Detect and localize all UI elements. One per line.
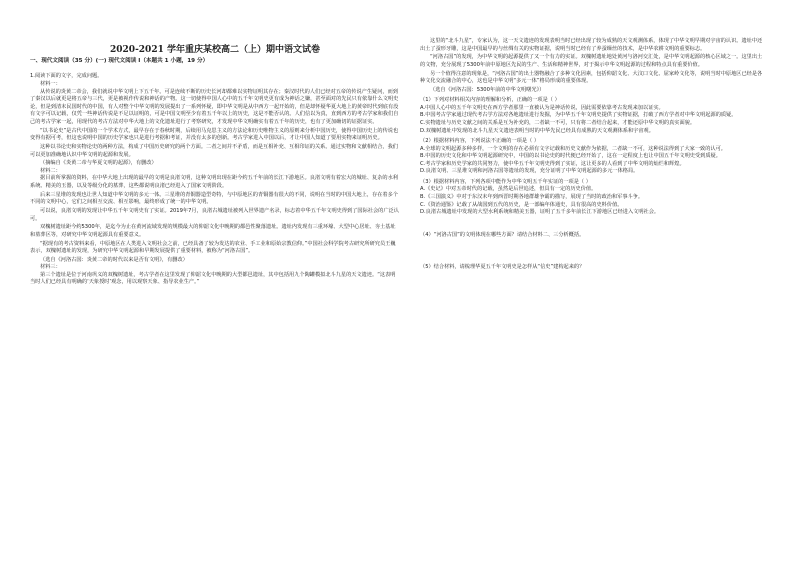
m3-paragraph: 第三个遗址是位于河南巩义的双槐树遗址，考古学者在这里发现了仰韶文化中晚期的大型都邑遗址，其中包括用九个陶罐模拟北斗九星的天文遗迹。“这表明当时人们已经具有明确的‘天象授时’观念，用以观察天象、指导农业生产。” [30, 271, 396, 286]
question-option: D.良渚文明、三星堆文明和河洛古国等遗址的发现，充分证明了中华文明起源的多元一体格局。 [420, 168, 639, 175]
question-option: D.良渚古城遗址中发现的大型水利系统和精美玉器，证明了五千多年前长江下游地区已经进入文明社会。 [420, 209, 660, 216]
page-title: 2020-2021 学年重庆某校高二（上）期中语文试卷 [110, 45, 320, 55]
left-column [30, 58, 400, 288]
question-stem: （1）下列对材料相关内容的理解和分析，正确的一项是（ ） [420, 97, 560, 104]
material2-label: 材料二： [40, 167, 61, 174]
m2-paragraph: 后来三星堆的发现也让世人知道中华文明的多元一体。三星堆的青铜器造型奇特，与中原地区的青铜器有很大的不同，说明在当时的中国大地上，存在着多个不同的文明中心，它们之间相互交流、相互影响，最终形成了统一的中华文明。 [30, 191, 398, 206]
m2-paragraph: 可以说，良渚文明的发现让中华五千年文明史有了实证。2019年7月，良渚古城遗址被列入世界遗产名录，标志着中华五千年文明史得到了国际社会的广泛认可。 [30, 207, 399, 222]
question-stem: （5）结合材料，请梳理华夏五千年文明史是怎样从“信史”建构起来的？ [420, 264, 585, 271]
question-option: D.双槐树遗址中发现的北斗九星天文遗迹表明当时的中华先民已经具有成熟的天文观测体系和宇宙观。 [420, 127, 654, 134]
question-option: C.《资治通鉴》记载了从战国到五代的历史，是一部编年体通史，具有很高的史料价值。 [420, 201, 623, 208]
question-stem: （3）根据材料内容，下列各项中能作为中华文明五千年实证的一项是（ ） [420, 178, 591, 185]
question-option: B.中国的历史文化和中华文明起源研究中，中国的以书论史的时代便已经开始了，这在一定程度上也让中国五千年文明史受到质疑。 [420, 153, 721, 160]
right-column [420, 38, 765, 272]
m2-source: （选自《河洛古国：炎黄二帝的时代以来是否有文明》，有删改） [40, 256, 188, 263]
material1-label: 材料一： [40, 81, 61, 88]
question-option: B.《三国演义》中对于东汉末年到西晋时期各地群雄争霸的描写，展现了当时的政治和军事斗争。 [420, 193, 644, 200]
question-stem: （2）根据材料内容，下列说法不正确的一项是（ ） [420, 138, 540, 145]
question-option: C.实物遗址与历史文献之间的关系是互为补充的，二者缺一不可，只有将二者结合起来，才能还原中华文明的真实面貌。 [420, 120, 696, 127]
section-heading: 一、现代文阅读（35 分）(一) 现代文阅读 I（本题共 1 小题，19 分） [30, 58, 209, 64]
right-paragraph: 另一个值得注意的现象是，“河洛古国”的出土器物融合了多种文化因素，包括仰韶文化、大汶口文化、屈家岭文化等，说明当时中原地区已经是各种文化交流融合的中心，这也是中华文明“多元一体”格局形成的重要体现。 [420, 70, 763, 85]
question-option: A.中国人心中的五千年文明史在西方学者那里一直被认为是神话传说，因此需要依靠考古发现来加以证实。 [420, 104, 664, 111]
m1-source: （摘编自《炎黄二帝与华夏文明的起源》，有删改） [40, 160, 157, 167]
m1-paragraph: 从传说的炎黄二帝会，我们就说中华文明上下五千年。可是连续不断的历史长河却都难以实物证明其存在；秦汉时代的人们已经对五帝的传说产生疑问，而到了秦汉以后就更是将五帝与三代，更是被视作传说和神话的产物。这一切使得中国人心中的五千年文明史更有成为神话之嫌，甚至面对的先民只有依靠什么文明史论，但是到清末民国时代的中国，有人对整个中华文明的发展提出了一系列怀疑，即中华文明是从中西方一起开始的，但是却怀疑华夏大地上的黄帝时代到底有没有文字可以记载，仅凭一些神话传说是不足以证明的，可是中国文明至少有着五千年以上的历史，这是不能否认的。人们信以为真，直到西方的考古学家和我们自己的考古学家一起，用现代的考古方法对中华大地上的文化遗址进行了考察研究，才发现中华文明确实有着五千年的历史，也有了更加确切的证据证实。 [30, 88, 399, 126]
m1-paragraph: “以书论史”是古代中国的一个学术方式，最早存在于春秋时期，后续用马克思主义的方法论和历史唯物主义的原则来分析中国历史，使得中国历史上的传说也变得有据可考，但这也说明中国的历史学家也只是进行考据和考证，并没有太多的创新。考古学家进入中国以后，才让中国人知道了要用实物来证明历史。 [30, 127, 399, 142]
m2-paragraph: “据现有的考古资料来看，中原地区在人类进入文明社会之前，已经具备了较为发达的农业、手工业和原始宗教信仰。”中国社会科学院考古研究所研究员王巍表示，双槐树遗址的发现，为研究中华文明起源和早期发展提供了重要材料，被称为“河洛古国”。 [30, 240, 396, 255]
question-stem: （4）“河洛古国”的文明体现在哪些方面？请结合材料二、三分析概括。 [420, 231, 585, 238]
m2-paragraph: 据目前所掌握的资料，在中华大地上出现的最早的文明是良渚文明，这种文明出现在距今约五千年前的长江下游地区。良渚文明有着宏大的城址、复杂的水利系统、精美的玉器，以及等级分化的墓葬，这些都说明良渚已经进入了国家文明阶段。 [30, 175, 398, 189]
right-source: （选自《河洛古国：5300年前的中华文明曙光》） [430, 86, 545, 93]
material3-label: 材料三： [40, 264, 61, 271]
right-paragraph: “河洛古国”的发现，为中华文明的起源提供了又一个有力的实证。双槐树遗址地处黄河与洛河交汇处，是中华文明起源的核心区域之一。这里出土的文物，充分展现了5300年前中原地区先民的生产、生活和精神世界，对于揭示中华文明起源的过程和特点具有重要价值。 [420, 54, 763, 68]
m2-paragraph: 双槐树遗址距今约5300年，是迄今为止在黄河流域发现的规模最大的仰韶文化中晚期的都邑性聚落遗址。遗址内发现有三重环壕、大型中心居址、夯土基址和墓葬区等，对研究中华文明起源具有重要意义。 [30, 224, 396, 238]
question-option: A.《史记》中对五帝时代的记载，虽然是后世追述，但具有一定的历史价值。 [420, 186, 597, 193]
right-paragraph: 这里的“北斗九星”，专家认为，这一天文遗迹的发现表明当时已经出现了较为成熟的天文观测体系，体现了中华文明早期对宇宙的认识。遗址中还出土了蚕形牙雕，这是中国最早的与丝绸有关的实物证据，说明当时已经有了养蚕缫丝的技术，是中华农耕文明的重要标志。 [420, 38, 763, 52]
m1-paragraph: 这种以书论史和实物论史的两种方法，构成了中国历史研究的两个方面。二者之间并不矛盾，而是互相补充、互相印证的关系。通过实物和文献相结合，我们可以更加准确地认识中华文明的起源和发展。 [30, 144, 398, 158]
question-option: B.中国考古学家通过现代考古学方法对各地遗址进行发掘，为中华五千年文明史提供了实物证据，打破了西方学者对中华文明起源的质疑。 [420, 112, 737, 119]
question-option: C.考古学家和历史学家的共同努力，使中华五千年文明史得到了实证，这让更多的人看到了中华文明的灿烂和辉煌。 [420, 160, 685, 167]
question-option: A.全球的文明起源多种多样，一个文明的存在必须有文字记载和历史文献作为依据，二者缺一不可，这种说法得到了大家一致的认可。 [420, 145, 726, 152]
instruction: 1.阅读下面的文字，完成问题。 [30, 72, 103, 79]
